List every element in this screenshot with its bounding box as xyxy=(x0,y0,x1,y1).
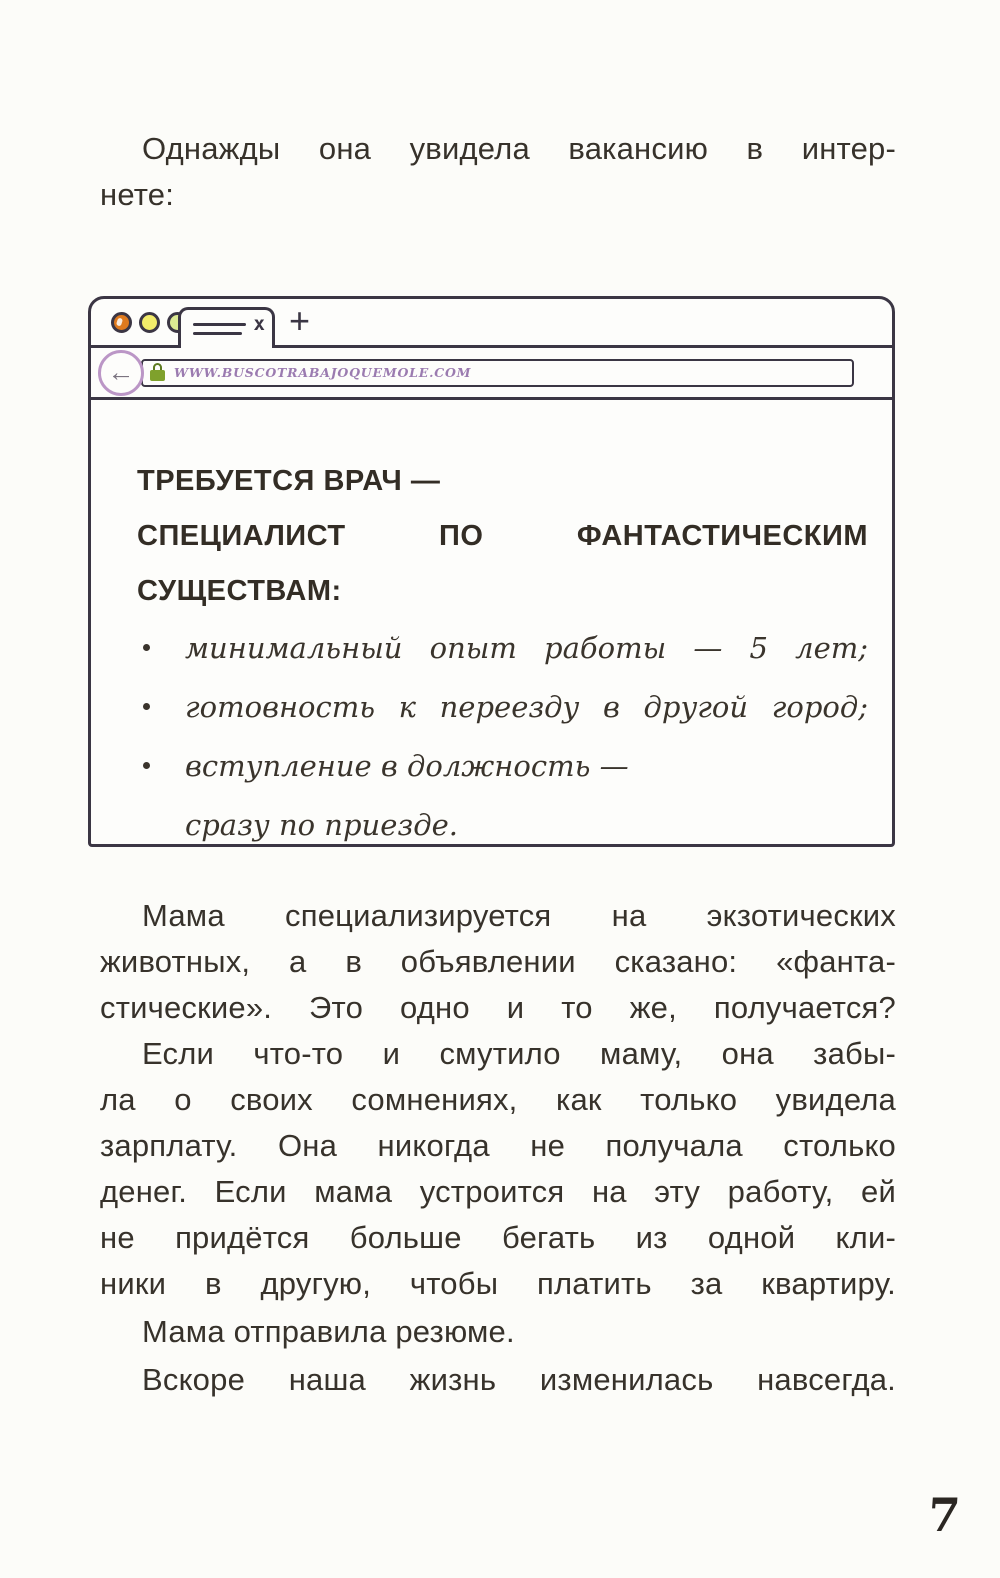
url-text: WWW.BUSCOTRABAJOQUEMOLE.COM xyxy=(174,365,472,380)
back-arrow-icon: ← xyxy=(98,350,144,396)
browser-window-illustration xyxy=(88,296,895,847)
text-line: Если что-то и смутило маму, она забы- xyxy=(142,1036,896,1071)
text-line: Мама специализируется на экзотических xyxy=(142,898,896,933)
bullet-dot-icon xyxy=(137,684,185,730)
list-item-continuation xyxy=(185,802,868,848)
text-line: нете: xyxy=(100,177,175,212)
text-line: Однажды она увидела вакансию в интер- xyxy=(142,131,896,166)
bullet-text: вступление в должность — xyxy=(185,749,629,783)
intro-paragraph xyxy=(100,126,896,218)
list-item xyxy=(137,684,868,730)
job-ad-headline: ТРЕБУЕТСЯ ВРАЧ — xyxy=(137,465,441,497)
bullet-dot-icon xyxy=(137,625,185,671)
tab-close-icon: x xyxy=(253,313,265,335)
bullet-text: сразу по приезде. xyxy=(185,808,458,842)
tab-title-scribble xyxy=(193,332,242,335)
text-line: Вскоре наша жизнь изменилась навсегда. xyxy=(142,1362,896,1397)
browser-address-bar xyxy=(91,348,892,400)
job-ad-bullet-list xyxy=(137,625,868,848)
window-control-dots xyxy=(111,312,188,333)
bullet-dot-icon xyxy=(137,743,185,789)
new-tab-icon: + xyxy=(289,300,311,341)
lock-icon xyxy=(150,363,165,381)
text-line: денег. Если мама устроится на эту работу, ей xyxy=(100,1174,896,1209)
text-line: животных, а в объявлении сказано: «фанта- xyxy=(100,944,896,979)
page-number: 7 xyxy=(926,1488,962,1542)
browser-tab xyxy=(178,307,275,348)
text-line: не придётся больше бегать из одной кли- xyxy=(100,1220,896,1255)
window-dot-yellow-icon xyxy=(139,312,160,333)
address-input xyxy=(141,359,854,387)
bullet-text: минимальный опыт работы — 5 лет; xyxy=(185,631,868,665)
list-item xyxy=(137,625,868,671)
browser-title-bar xyxy=(91,299,892,348)
text-line: Мама отправила резюме. xyxy=(142,1314,515,1349)
tab-title-scribble xyxy=(193,323,246,326)
text-line: зарплату. Она никогда не получала столько xyxy=(100,1128,896,1163)
body-text xyxy=(100,893,896,1403)
list-item xyxy=(137,743,868,789)
browser-page-content xyxy=(91,400,892,848)
text-line: стические». Это одно и то же, получается? xyxy=(100,990,896,1025)
text-line: ла о своих сомнениях, как только увидела xyxy=(100,1082,896,1117)
bullet-text: готовность к переезду в другой город; xyxy=(185,690,868,724)
window-dot-orange-icon xyxy=(111,312,132,333)
job-ad-headline: СПЕЦИАЛИСТ ПО ФАНТАСТИЧЕСКИМ СУЩЕСТВАМ: xyxy=(137,520,868,607)
text-line: ники в другую, чтобы платить за квартиру. xyxy=(100,1266,896,1301)
